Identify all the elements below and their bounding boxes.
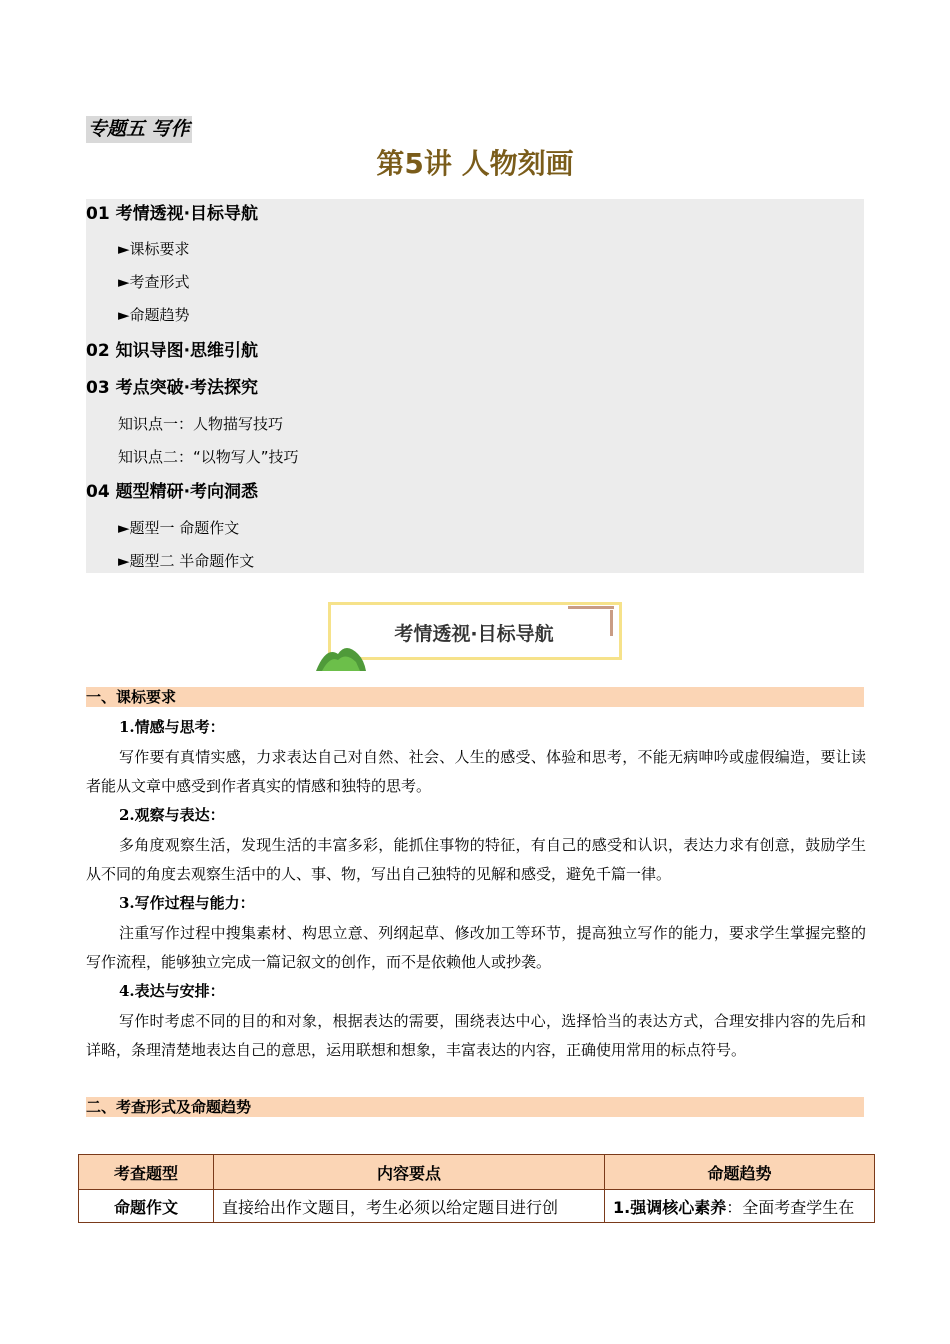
banner-title: 考情透视·目标导航 (394, 623, 554, 645)
column-header: 命题趋势 (605, 1155, 875, 1190)
toc-section-3[interactable]: 03 考点突破·考法探究 (86, 378, 259, 398)
trend-text: ：全面考查学生在 (726, 1197, 855, 1217)
toc-item-type-1[interactable]: ►题型一 命题作文 (118, 519, 240, 537)
toc-item-knowledge-1[interactable]: 知识点一：人物描写技巧 (118, 415, 284, 433)
table-of-contents (86, 199, 864, 573)
toc-item-knowledge-2[interactable]: 知识点二：“以物写人”技巧 (118, 448, 299, 466)
section-heading-exam-format: 二、考查形式及命题趋势 (86, 1097, 864, 1117)
toc-item-trends[interactable]: ►命题趋势 (118, 306, 190, 324)
requirement-title: 1.情感与思考： (119, 718, 225, 736)
requirement-text: 写作要有真情实感，力求表达自己对自然、社会、人生的感受、体验和思考，不能无病呻吟或虚假编造，要让读者能从文章中感受到作者真实的情感和独特的思考。 (86, 748, 866, 795)
requirement-title: 4.表达与安排： (119, 982, 225, 1000)
toc-section-1[interactable]: 01 考情透视·目标导航 (86, 204, 259, 224)
toc-section-4[interactable]: 04 题型精研·考向洞悉 (86, 482, 259, 502)
section-banner (318, 600, 630, 670)
banner-decor-line (568, 606, 614, 609)
toc-item-type-2[interactable]: ►题型二 半命题作文 (118, 552, 255, 570)
requirement-text: 写作时考虑不同的目的和对象，根据表达的需要，围绕表达中心，选择恰当的表达方式，合理安排内容的先后和详略，条理清楚地表达自己的意思，运用联想和想象，丰富表达的内容，正确使用常用的标点符号。 (86, 1012, 866, 1059)
toc-item-exam-format[interactable]: ►考查形式 (118, 273, 190, 291)
toc-item-standards[interactable]: ►课标要求 (118, 240, 190, 258)
exam-trend-table (78, 1154, 875, 1223)
table-row (79, 1190, 875, 1223)
cell-type: 命题作文 (79, 1190, 214, 1223)
requirement-text: 多角度观察生活，发现生活的丰富多彩，能抓住事物的特征，有自己的感受和认识，表达力求有创意，鼓励学生从不同的角度去观察生活中的人、事、物，写出自己独特的见解和感受，避免千篇一律。 (86, 836, 866, 883)
lecture-title: 第5讲 人物刻画 (376, 147, 574, 180)
topic-tag: 专题五 写作 (86, 116, 192, 143)
trend-bold-label: 1.强调核心素养 (613, 1197, 727, 1217)
requirement-title: 3.写作过程与能力： (119, 894, 255, 912)
column-header: 内容要点 (214, 1155, 605, 1190)
section-heading-standards: 一、课标要求 (86, 687, 864, 707)
column-header: 考查题型 (79, 1155, 214, 1190)
toc-section-2[interactable]: 02 知识导图·思维引航 (86, 341, 259, 361)
cell-trend (605, 1190, 875, 1223)
requirement-title: 2.观察与表达： (119, 806, 225, 824)
cell-content: 直接给出作文题目，考生必须以给定题目进行创 (214, 1190, 605, 1223)
table-header-row (79, 1155, 875, 1190)
requirement-text: 注重写作过程中搜集素材、构思立意、列纲起草、修改加工等环节，提高独立写作的能力，要求学生掌握完整的写作流程，能够独立完成一篇记叙文的创作，而不是依赖他人或抄袭。 (86, 924, 866, 971)
